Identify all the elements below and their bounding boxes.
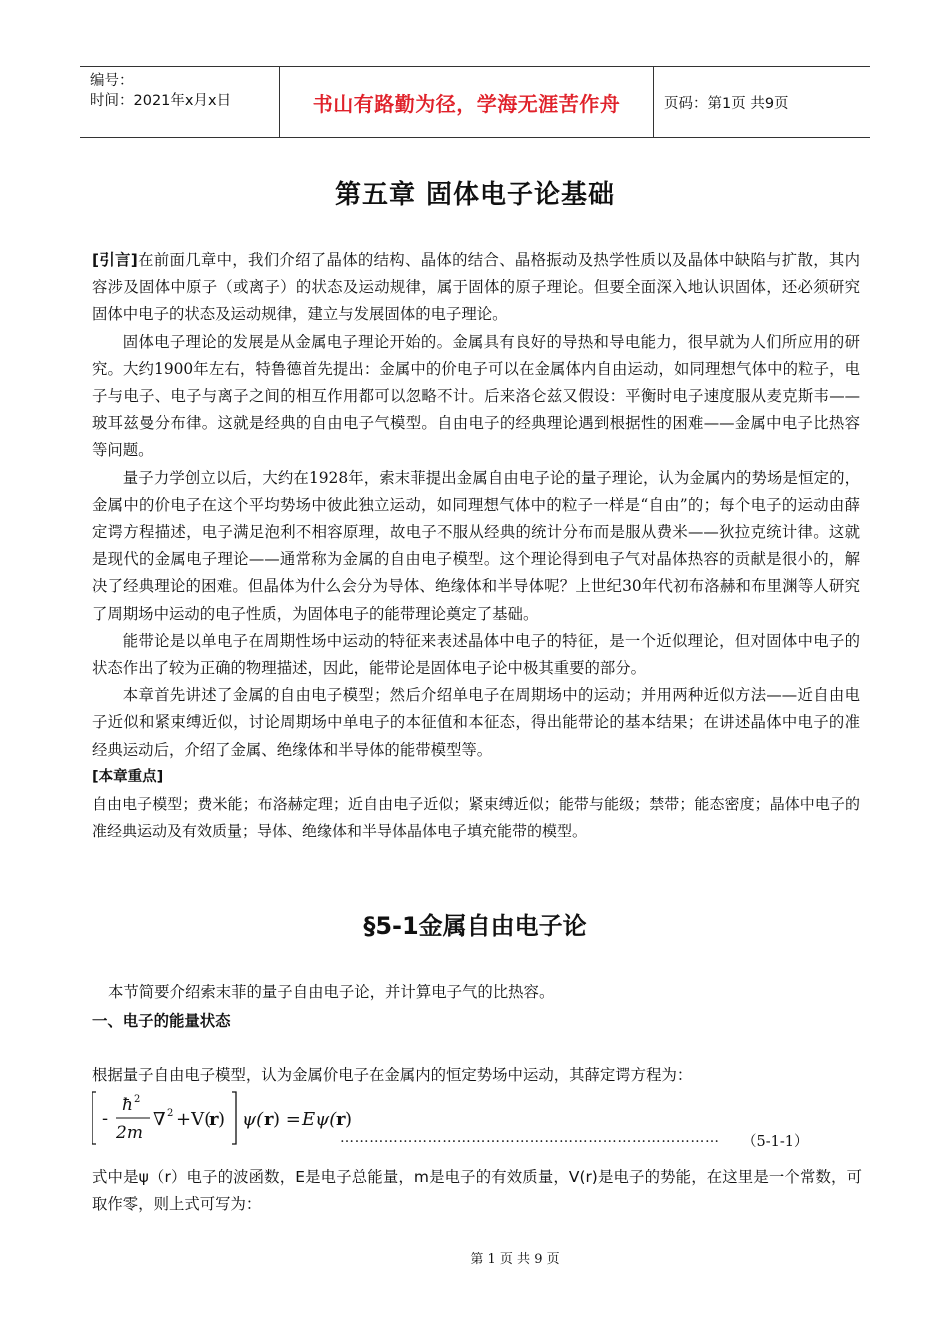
close-paren: )	[218, 1109, 226, 1130]
right-bracket	[232, 1092, 236, 1144]
equation-leader-dots: ……………………………………………………………………	[340, 1130, 720, 1146]
equation-number: （5-1-1）	[742, 1134, 809, 1150]
page-info: 页码：第1页 共9页	[664, 95, 789, 112]
header-motto-cell	[280, 67, 654, 137]
r-vector-2: r	[264, 1109, 274, 1130]
page-footer: 第 1 页 共 9 页	[470, 1252, 560, 1267]
intro-paragraph-4: 能带论是以单电子在周期性场中运动的特征来表述晶体中电子的特征，是一个近似理论，但对固体中电子的状态作出了较为正确的物理描述，因此，能带论是固体电子论中极其重要的部分。	[92, 631, 860, 678]
section-intro: 本节简要介绍索末菲的量子自由电子论，并计算电子气的比热容。	[108, 983, 555, 1001]
intro-paragraph-2: 固体电子理论的发展是从金属电子理论开始的。金属具有良好的导热和导电能力，很早就为人们所应用的研究。大约1900年左右，特鲁德首先提出：金属中的价电子可以在金属体内自由运动，如同理想气体中的粒子，电子与电子、电子与离子之间的相互作用都可以忽略不计。后来洛仑兹又假设：平衡时电子速度服从麦克斯韦——玻耳兹曼分布律。这就是经典的自由电子气模型。自由电子的经典理论遇到根据性的困难——金属中电子比热容等问题。	[92, 332, 860, 460]
r-vector: r	[209, 1109, 219, 1130]
motto-text: 书山有路勤为径，学海无涯苦作舟	[312, 91, 621, 116]
number-label: 编号：	[90, 73, 134, 89]
intro-tag: [引言]	[92, 251, 138, 269]
intro-paragraph-3: 量子力学创立以后，大约在1928年，索末菲提出金属自由电子论的量子理论，认为金属内的势场是恒定的，金属中的价电子在这个平均势场中彼此独立运动，如同理想气体中的粒子一样是“自由”的；每个电子的运动由薛定谔方程描述，电子满足泡利不相容原理，故电子不服从经典的统计分布而是服从费米——狄拉克统计律。这就是现代的金属电子理论——通常称为金属的自由电子模型。这个理论得到电子气对晶体热容的贡献是很小的，解决了经典理论的困难。但晶体为什么会分为导体、绝缘体和半导体呢？上世纪30年代初布洛赫和布里渊等人研究了周期场中运动的电子性质，为固体电子的能带理论奠定了基础。	[92, 468, 860, 623]
nabla-power: 2	[167, 1108, 174, 1119]
section-subheading: 一、电子的能量状态	[92, 1012, 231, 1030]
schrodinger-intro: 根据量子自由电子模型，认为金属价电子在金属内的恒定势场中运动，其薛定谔方程为：	[92, 1066, 693, 1084]
two-m: 2m	[116, 1123, 143, 1143]
psi-left: ψ(	[242, 1109, 264, 1130]
intro-paragraph-1	[92, 247, 860, 329]
header-page-cell	[654, 67, 870, 137]
date-label: 时间：2021年x月x日	[90, 93, 232, 109]
section-title: §5-1金属自由电子论	[363, 912, 587, 940]
e-psi: Eψ(	[302, 1109, 337, 1130]
key-points-label: [本章重点]	[92, 768, 164, 785]
header-left-cell	[80, 67, 280, 137]
intro-paragraph-1-text: 在前面几章中，我们介绍了晶体的结构、晶体的结合、晶格振动及热学性质以及晶体中缺陷与扩散，其内容涉及固体中原子（或离子）的状态及运动规律，属于固体的原子理论。但要全面深入地认识固体，还必须研究固体中电子的状态及运动规律，建立与发展固体的电子理论。	[92, 251, 860, 324]
plus-v: +V(	[176, 1109, 212, 1130]
equation-explanation: 式中是ψ（r）电子的波函数，E是电子总能量，m是电子的有效质量，V(r)是电子的势能，在这里是一个常数，可取作零，则上式可写为：	[92, 1168, 862, 1213]
close-paren-2: )	[345, 1109, 353, 1130]
minus-sign: -	[102, 1108, 109, 1129]
intro-body	[92, 247, 860, 845]
r-vector-3: r	[336, 1109, 346, 1130]
equals-e: ) =	[273, 1109, 301, 1130]
key-points-text: 自由电子模型；费米能；布洛赫定理；近自由电子近似；紧束缚近似；能带与能级；禁带；能态密度；晶体中电子的准经典运动及有效质量；导体、绝缘体和半导体晶体电子填充能带的模型。	[92, 795, 860, 841]
hbar-symbol: ħ	[122, 1095, 133, 1115]
chapter-title: 第五章 固体电子论基础	[334, 180, 616, 210]
nabla-symbol: ∇	[153, 1109, 166, 1130]
header-table	[80, 66, 870, 138]
hbar-power: 2	[134, 1094, 141, 1105]
intro-paragraph-5: 本章首先讲述了金属的自由电子模型；然后介绍单电子在周期场中的运动；并用两种近似方法——近自由电子近似和紧束缚近似，讨论周期场中单电子的本征值和本征态，得出能带论的基本结果；在讲述晶体中电子的准经典运动后，介绍了金属、绝缘体和半导体的能带模型等。	[92, 686, 860, 759]
left-bracket	[92, 1092, 96, 1144]
